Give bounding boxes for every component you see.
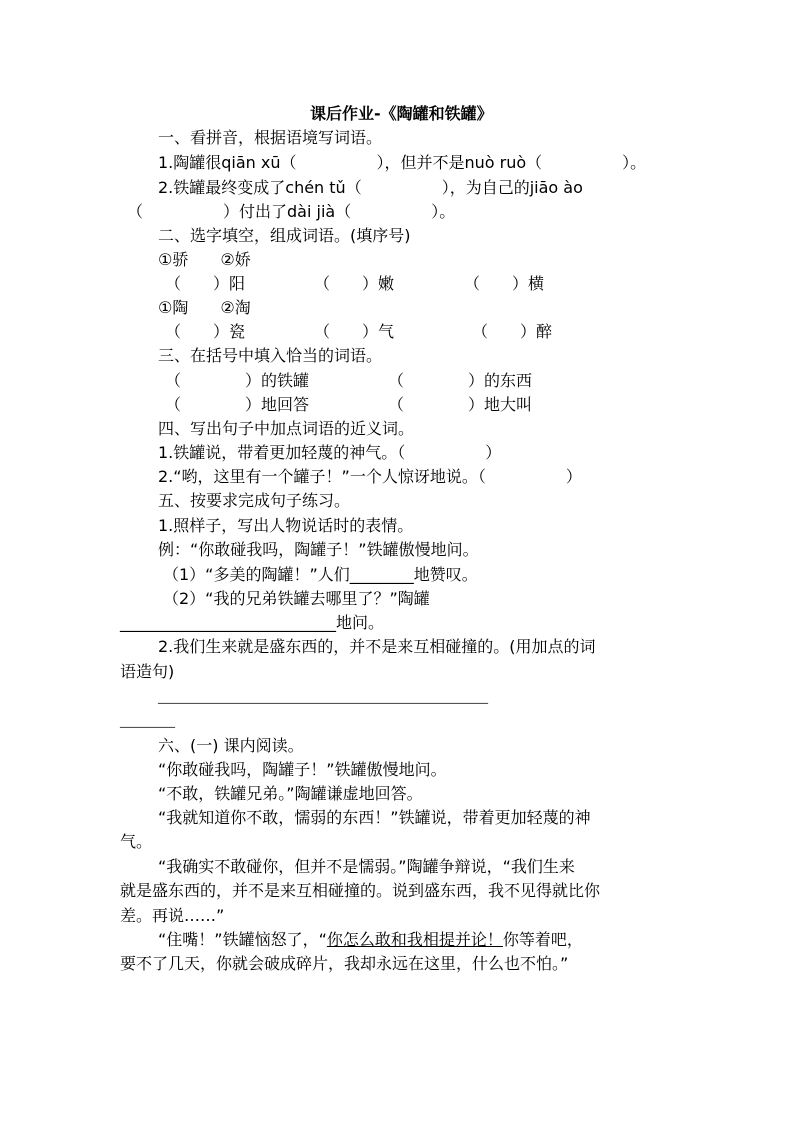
s4-question-1: 1.铁罐说，带着更加轻蔑的神气。（ ） <box>158 443 502 462</box>
s2-row-2-item-2: （ ）气 <box>314 322 395 341</box>
reading-para-5-post: 你等着吧， <box>502 930 583 949</box>
s2-options-2: ①陶 ②淘 <box>158 298 251 317</box>
reading-para-4-line-2: 就是盛东西的，并不是来互相碰撞的。说到盛东西，我不见得就比你 <box>120 881 601 900</box>
s2-row-2-item-1: （ ）瓷 <box>165 322 246 341</box>
section-6-heading: 六、(一) 课内阅读。 <box>158 736 304 755</box>
s3-row-1-item-1: （ ）的铁罐 <box>165 371 310 390</box>
s1-question-2-line-1: 2.铁罐最终变成了chén tǔ（ ），为自己的jiāo ào <box>158 178 583 197</box>
reading-para-5-line-1 <box>158 930 583 950</box>
s5-answer-2-blank: ___________________________地问。 <box>120 613 385 632</box>
s4-question-2: 2.“哟，这里有一个罐子！”一个人惊讶地说。（ ） <box>158 467 582 486</box>
s2-row-2-item-3: （ ）醉 <box>472 322 553 341</box>
reading-para-5-line-2: 要不了几天，你就会破成碎片，我却永远在这里，什么也不怕。” <box>120 954 569 973</box>
section-3-heading: 三、在括号中填入恰当的词语。 <box>158 346 383 365</box>
s5-blank-line-2: __________ <box>120 715 175 728</box>
section-4-heading: 四、写出句子中加点词语的近义词。 <box>158 419 415 438</box>
s2-options-1: ①骄 ②娇 <box>158 250 251 269</box>
s5-answer-2: （2）“我的兄弟铁罐去哪里了？”陶罐 <box>163 589 430 608</box>
section-5-heading: 五、按要求完成句子练习。 <box>158 491 351 510</box>
reading-para-2: “不敢，铁罐兄弟。”陶罐谦虚地回答。 <box>158 784 423 803</box>
reading-para-3-line-2: 气。 <box>120 832 153 851</box>
section-1-heading: 一、看拼音，根据语境写词语。 <box>158 128 383 147</box>
s5-answer-1: （1）“多美的陶罐！”人们________地赞叹。 <box>163 565 478 584</box>
s3-row-2-item-1: （ ）地回答 <box>165 395 310 414</box>
reading-para-5-pre: “住嘴！”铁罐恼怒了，“ <box>158 930 327 949</box>
page-title: 课后作业-《陶罐和铁罐》 <box>310 104 493 123</box>
section-2-heading: 二、选字填空，组成词语。(填序号) <box>158 226 411 245</box>
s5-question-2-line-1: 2.我们生来就是盛东西的，并不是来互相碰撞的。(用加点的词 <box>158 637 596 656</box>
s2-row-1-item-3: （ ）横 <box>464 274 545 293</box>
reading-para-3-line-1: “我就知道你不敢，懦弱的东西！”铁罐说，带着更加轻蔑的神 <box>158 808 591 827</box>
s5-question-2-line-2: 语造句) <box>120 662 175 681</box>
reading-para-4-line-3: 差。再说……” <box>120 906 225 925</box>
reading-para-5-underlined: 你怎么敢和我相提并论！ <box>326 930 503 949</box>
s1-question-1: 1.陶罐很qiān xū（ ），但并不是nuò ruò（ ）。 <box>158 153 647 172</box>
reading-para-4-line-1: “我确实不敢碰你，但并不是懦弱。”陶罐争辩说，“我们生来 <box>158 857 575 876</box>
reading-para-1: “你敢碰我吗，陶罐子！”铁罐傲慢地问。 <box>158 760 447 779</box>
s3-row-1-item-2: （ ）的东西 <box>388 371 533 390</box>
s5-example: 例：“你敢碰我吗，陶罐子！”铁罐傲慢地问。 <box>158 540 479 559</box>
s5-question-1: 1.照样子，写出人物说话时的表情。 <box>158 516 414 535</box>
s5-blank-line-1: ____________________________________________________________ <box>158 691 488 704</box>
s3-row-2-item-2: （ ）地大叫 <box>388 395 533 414</box>
s2-row-1-item-1: （ ）阳 <box>165 274 246 293</box>
s1-question-2-line-2: （ ）付出了dài jià（ ）。 <box>127 202 456 221</box>
s2-row-1-item-2: （ ）嫩 <box>314 274 395 293</box>
